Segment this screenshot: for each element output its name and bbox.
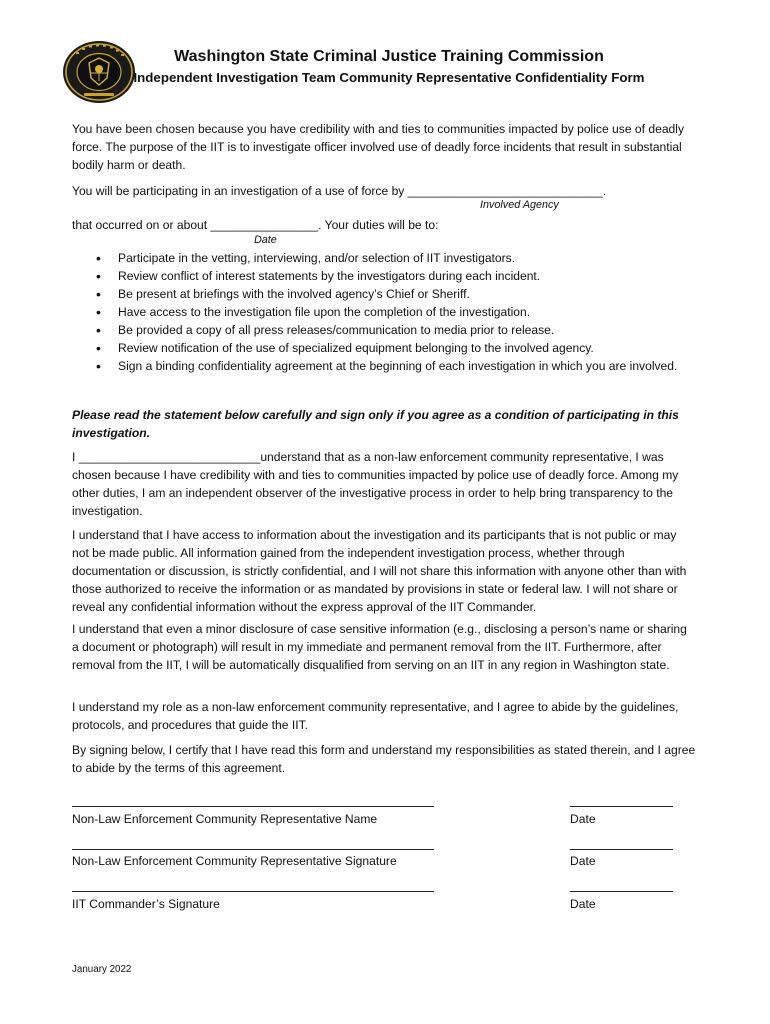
duties-list xyxy=(72,249,696,375)
form-title: Washington State Criminal Justice Training Commission xyxy=(174,48,604,65)
occurred-line: that occurred on or about ________________. Your duties will be to: xyxy=(72,218,439,232)
statement-paragraph-1: I ___________________________understand that as a non-law enforcement community representative, I was chosen because I have credibility with and ties to communities impacted by police use of deadly force. Among my other duties, I am an independent observer of the investigative process in order to help bring transparency to the investigation. xyxy=(72,450,679,518)
footer-date: January 2022 xyxy=(72,964,132,975)
duty-item: • Review notification of the use of specialized equipment belonging to the involved agency. xyxy=(72,339,696,357)
signature-date-label: Date xyxy=(570,854,596,868)
involved-agency-caption: Involved Agency xyxy=(480,199,559,211)
form-subtitle: Independent Investigation Team Community Representative Confidentiality Form xyxy=(133,70,645,85)
commander-date-label: Date xyxy=(570,897,596,911)
representative-name-label: Non-Law Enforcement Community Representative Name xyxy=(72,812,378,826)
commander-signature-line[interactable] xyxy=(72,891,434,892)
wscjtc-seal-logo xyxy=(62,40,136,104)
duty-item: • Participate in the vetting, interviewing, and/or selection of IIT investigators. xyxy=(72,249,696,267)
statement-paragraph-5: By signing below, I certify that I have read this form and understand my responsibilities as stated therein, and I agree to abide by the terms of this agreement. xyxy=(72,743,696,775)
duty-item: • Be provided a copy of all press releases/communication to media prior to release. xyxy=(72,321,696,339)
statement-paragraph-3: I understand that even a minor disclosure of case sensitive information (e.g., disclosing a person’s name or sharing a document or photograph) will result in my immediate and permanent removal from the IIT. Furthermore, after removal from the IIT, I will be automatically disqualified from serving on an IIT in any region in Washington state. xyxy=(72,622,687,672)
commander-signature-label: IIT Commander’s Signature xyxy=(72,897,220,911)
duty-item: • Sign a binding confidentiality agreement at the beginning of each investigation in which you are involved. xyxy=(72,357,696,375)
signature-date-line[interactable] xyxy=(570,849,673,850)
duty-item: • Review conflict of interest statements by the investigators during each incident. xyxy=(72,267,696,285)
name-date-label: Date xyxy=(570,812,596,826)
commander-date-line[interactable] xyxy=(570,891,673,892)
name-date-line[interactable] xyxy=(570,806,673,807)
statement-paragraph-2: I understand that I have access to information about the investigation and its participants that is not public or may not be made public. All information gained from the independent investigation process, whether through documentation or discussion, is strictly confidential, and I will not share this information with anyone other than with those authorized to receive the information or as mandated by provisions in state or federal law. I will not share or reveal any confidential information without the express approval of the IIT Commander. xyxy=(72,528,687,614)
duty-item: • Have access to the investigation file upon the completion of the investigation. xyxy=(72,303,696,321)
duty-item: • Be present at briefings with the involved agency’s Chief or Sheriff. xyxy=(72,285,696,303)
statement-paragraph-4: I understand my role as a non-law enforcement community representative, and I agree to abide by the guidelines, protocols, and procedures that guide the IIT. xyxy=(72,700,679,732)
representative-signature-label: Non-Law Enforcement Community Representative Signature xyxy=(72,854,397,868)
intro-paragraph: You have been chosen because you have credibility with and ties to communities impacted by police use of deadly force. The purpose of the IIT is to investigate officer involved use of deadly force incidents that result in substantial bodily harm or death. xyxy=(72,122,685,172)
statement-instruction: Please read the statement below carefully and sign only if you agree as a condition of participating in this investigation. xyxy=(72,408,679,440)
participating-line: You will be participating in an investigation of a use of force by _____________________________. xyxy=(72,184,607,198)
representative-name-line[interactable] xyxy=(72,806,434,807)
representative-signature-line[interactable] xyxy=(72,849,434,850)
date-caption: Date xyxy=(254,234,277,246)
